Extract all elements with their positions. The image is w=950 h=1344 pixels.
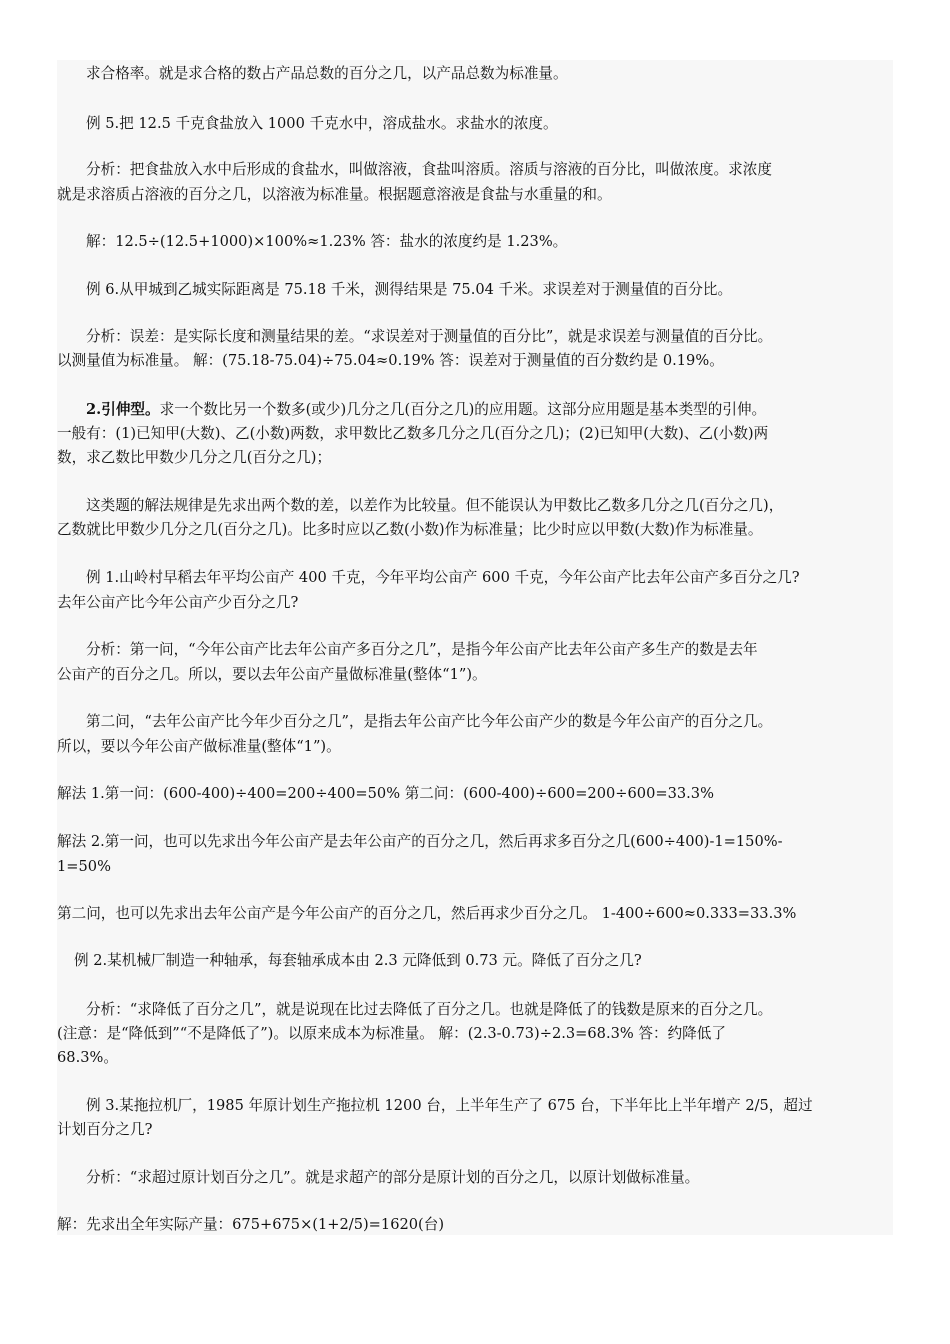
paragraph-solution-rule [57,494,893,518]
paragraph-method-2-second-question [57,902,893,926]
paragraph-method-2-cont [57,855,893,879]
text-line: 分析：“求超过原计划百分之几”。就是求超产的部分是原计划的百分之几，以原计划做标准量。 [86,1169,700,1186]
paragraph-qualification-rate [57,62,893,86]
text-line: 例 3.某拖拉机厂，1985 年原计划生产拖拉机 1200 台，上半年生产了 675 台，下半年比上半年增产 2/5，超过 [86,1097,813,1114]
text-line: 分析：“求降低了百分之几”，就是说现在比过去降低了百分之几。也就是降低了的钱数是原来的百分之几。 [86,1001,773,1018]
text-line: 分析：把食盐放入水中后形成的食盐水，叫做溶液，食盐叫溶质。溶质与溶液的百分比，叫做浓度。求浓度 [86,161,772,178]
paragraph-example-5 [57,112,893,136]
paragraph-analysis-concentration [57,158,893,182]
text-line: 解：先求出全年实际产量：675+675×(1+2/5)=1620(台) [57,1216,445,1233]
text-line: 解法 2.第一问，也可以先求出今年公亩产是去年公亩产的百分之几，然后再求多百分之几(600÷400)-1=150%- [57,833,783,850]
text-line: 分析：第一问，“今年公亩产比去年公亩产多百分之几”，是指今年公亩产比去年公亩产多生产的数是去年 [86,641,758,658]
paragraph-analysis-second-question [57,710,893,734]
document-page [57,60,893,1235]
text-line: 1=50% [57,858,111,875]
paragraph-extension-type-cont [57,446,893,470]
text-line: 这类题的解法规律是先求出两个数的差，以差作为比较量。但不能误认为甲数比乙数多几分之几(百分之几)， [86,497,784,514]
paragraph-analysis-decrease [57,998,893,1022]
paragraph-extension-type [57,398,893,422]
paragraph-analysis-decrease-cont [57,1046,893,1070]
text-line: 求一个数比另一个数多(或少)几分之几(百分之几)的应用题。这部分应用题是基本类型的引伸。 [159,401,767,418]
text-line: 求合格率。就是求合格的数占产品总数的百分之几，以产品总数为标准量。 [86,65,568,82]
text-line: 解：12.5÷(12.5+1000)×100%≈1.23% 答：盐水的浓度约是 1.23%。 [86,233,568,250]
paragraph-analysis-error [57,325,893,349]
paragraph-example-3-cont [57,1118,893,1142]
text-line: 公亩产的百分之几。所以，要以去年公亩产量做标准量(整体“1”)。 [57,666,487,683]
paragraph-analysis-exceed [57,1166,893,1190]
text-line: 计划百分之几? [57,1121,153,1138]
paragraph-example-1-cont [57,591,893,615]
paragraph-solution-5 [57,230,893,254]
text-line: (注意：是“降低到”“不是降低了”)。以原来成本为标准量。 解：(2.3-0.73)÷2.3=68.3% 答：约降低了 [57,1025,726,1042]
text-line: 解法 1.第一问：(600-400)÷400=200÷400=50% 第二问：(600-400)÷600=200÷600=33.3% [57,785,714,802]
paragraph-example-6 [57,278,893,302]
text-line: 例 1.山岭村早稻去年平均公亩产 400 千克，今年平均公亩产 600 千克，今年公亩产比去年公亩产多百分之几? [86,569,800,586]
paragraph-analysis-first-question [57,638,893,662]
paragraph-example-1 [57,566,893,590]
text-line: 68.3%。 [57,1049,118,1066]
text-line: 去年公亩产比今年公亩产少百分之几? [57,594,299,611]
paragraph-method-2 [57,830,893,854]
section-heading: 2.引伸型。 [86,401,160,418]
text-line: 分析：误差：是实际长度和测量结果的差。“求误差对于测量值的百分比”，就是求误差与测量值的百分比。 [86,328,773,345]
paragraph-analysis-concentration-cont [57,183,893,207]
paragraph-example-2 [57,949,893,973]
paragraph-analysis-error-cont [57,349,893,373]
text-line: 例 6.从甲城到乙城实际距离是 75.18 千米，测得结果是 75.04 千米。求误差对于测量值的百分比。 [86,281,733,298]
text-line: 例 2.某机械厂制造一种轴承，每套轴承成本由 2.3 元降低到 0.73 元。降低了百分之几? [74,952,642,969]
paragraph-example-3 [57,1094,893,1118]
paragraph-solution-rule-cont [57,518,893,542]
text-line: 所以，要以今年公亩产做标准量(整体“1”)。 [57,738,341,755]
text-line: 例 5.把 12.5 千克食盐放入 1000 千克水中，溶成盐水。求盐水的浓度。 [86,115,558,132]
text-line: 一般有：(1)已知甲(大数)、乙(小数)两数，求甲数比乙数多几分之几(百分之几)；(2)已知甲(大数)、乙(小数)两 [57,425,769,442]
text-line: 就是求溶质占溶液的百分之几，以溶液为标准量。根据题意溶液是食盐与水重量的和。 [57,186,612,203]
paragraph-analysis-first-question-cont [57,663,893,687]
text-line: 第二问，也可以先求出去年公亩产是今年公亩产的百分之几，然后再求少百分之几。 1-400÷600≈0.333=33.3% [57,905,797,922]
text-line: 以测量值为标准量。 解：(75.18-75.04)÷75.04≈0.19% 答：误差对于测量值的百分数约是 0.19%。 [57,352,724,369]
paragraph-solution-3 [57,1213,893,1237]
paragraph-analysis-decrease-cont [57,1022,893,1046]
paragraph-extension-type-cont [57,422,893,446]
text-line: 乙数就比甲数少几分之几(百分之几)。比多时应以乙数(小数)作为标准量；比少时应以甲数(大数)作为标准量。 [57,521,763,538]
paragraph-analysis-second-question-cont [57,735,893,759]
text-line: 数，求乙数比甲数少几分之几(百分之几)； [57,449,332,466]
paragraph-method-1 [57,782,893,806]
text-line: 第二问，“去年公亩产比今年少百分之几”，是指去年公亩产比今年公亩产少的数是今年公亩产的百分之几。 [86,713,773,730]
